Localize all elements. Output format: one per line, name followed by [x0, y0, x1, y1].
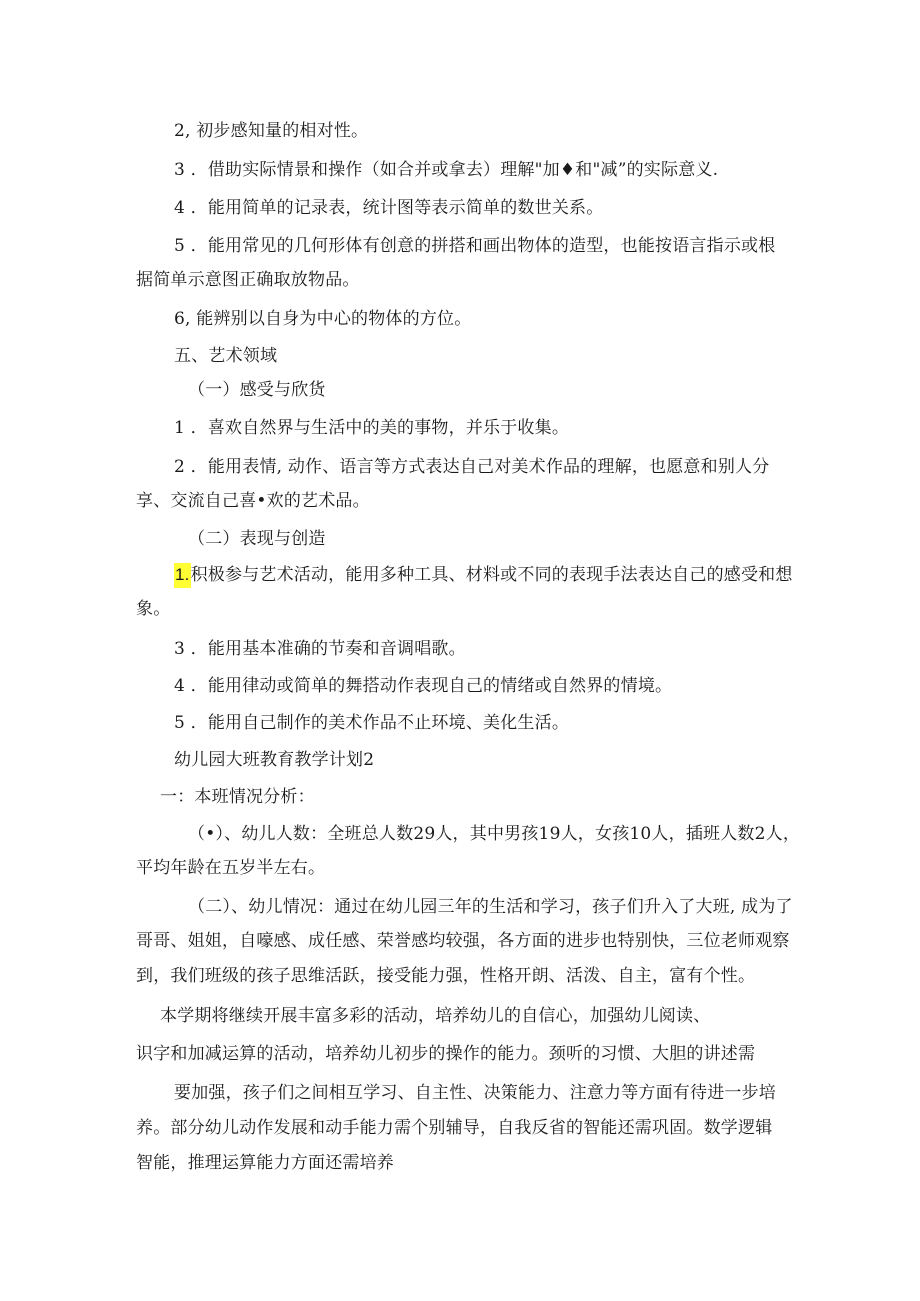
list-item-math-5-cont: 据简单示意图正确取放物品。 [136, 270, 360, 290]
list-item-art-1: 1 ．喜欢自然界与生活中的美的事物，并乐于收集。 [174, 418, 570, 438]
list-item-expression-1-text: 积极参与艺术活动，能用多种工具、材料或不同的表现手法表达自己的感受和想 [190, 565, 793, 585]
section-heading-art: 五、艺术领域 [174, 346, 278, 366]
section-heading-class-analysis: 一：本班情况分析： [160, 787, 315, 807]
paragraph-semester-plan: 本学期将继续开展丰富多彩的活动，培养幼儿的自信心，加强幼儿阅读、 [160, 1006, 711, 1026]
paragraph-semester-plan-line2: 识字和加减运算的活动，培养幼儿初步的操作的能力。颈听的习惯、大胆的讲述需 [136, 1044, 756, 1064]
list-item-math-3: 3 ．借助实际情景和操作（如合并或拿去）理解"加♦和"减”的实际意义. [174, 160, 719, 180]
paragraph-semester-plan-line5: 智能，推理运算能力方面还需培养 [136, 1153, 394, 1173]
list-item-expression-3: 3 ．能用基本准确的节奏和音调唱歌。 [174, 639, 466, 659]
list-item-math-5: 5 ．能用常见的几何形体有创意的拼搭和画出物体的造型，也能按语言指示或根 [174, 236, 776, 256]
paragraph-children-count: （•）、幼儿人数：全班总人数29人，其中男孩19人，女孩10人，插班人数2人， [188, 824, 801, 844]
list-item-art-2: 2 ．能用表情, 动作、语言等方式表达自己对美术作品的理解，也愿意和别人分 [174, 457, 770, 477]
paragraph-children-status-line3: 到，我们班级的孩子思维活跃，接受能力强，性格开朗、活泼、自主，富有个性。 [136, 966, 756, 986]
list-item-math-4: 4 ．能用简单的记录表，统计图等表示简单的数世关系。 [174, 198, 604, 218]
list-item-expression-5: 5 ．能用自己制作的美术作品不止环境、美化生活。 [174, 713, 570, 733]
list-item-art-2-cont: 享、交流自己喜•欢的艺术品。 [136, 491, 370, 511]
list-item-expression-4: 4 ．能用律动或简单的舞搭动作表现自己的情绪或自然界的情境。 [174, 676, 673, 696]
highlighted-number: 1. [174, 563, 191, 588]
list-item-math-6: 6, 能辨别以自身为中心的物体的方位。 [174, 309, 472, 329]
paragraph-children-status-line2: 哥哥、姐姐，自嚎感、成任感、荣誉感均较强，各方面的进步也特别快，三位老师观察 [136, 931, 790, 951]
paragraph-semester-plan-line4: 养。部分幼儿动作发展和动手能力需个别辅导，自我反省的智能还需巩固。数学逻辑 [136, 1118, 773, 1138]
list-item-expression-1 [174, 564, 793, 586]
subsection-heading-appreciation: （一）感受与欣货 [188, 380, 326, 400]
list-item-math-2: 2, 初步感知量的相对性。 [174, 121, 369, 141]
paragraph-children-status: （二）、幼儿情况：通过在幼儿园三年的生活和学习，孩子们升入了大班, 成为了 [188, 897, 793, 917]
document-title: 幼儿园大班教育教学计划2 [174, 750, 375, 770]
subsection-heading-expression: （二）表现与创造 [188, 529, 326, 549]
paragraph-semester-plan-line3: 要加强，孩子们之间相互学习、自主性、决策能力、注意力等方面有待进一步培 [174, 1083, 776, 1103]
list-item-expression-1-cont: 象。 [136, 599, 171, 619]
paragraph-children-count-cont: 平均年龄在五岁半左右。 [136, 858, 326, 878]
